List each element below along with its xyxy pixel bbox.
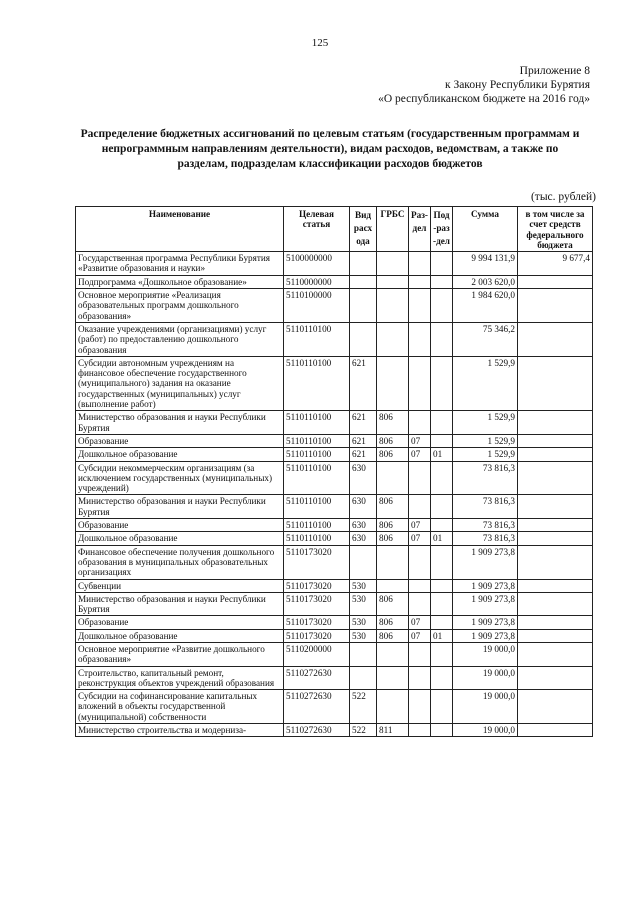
cell-section [409, 592, 431, 616]
cell-sum: 19 000,0 [453, 690, 518, 724]
cell-federal [518, 356, 593, 410]
cell-expense-type: 630 [350, 519, 377, 532]
cell-subsection [431, 545, 453, 579]
cell-grbs [377, 690, 409, 724]
cell-section [409, 690, 431, 724]
cell-subsection [431, 690, 453, 724]
cell-subsection [431, 642, 453, 666]
cell-grbs [377, 545, 409, 579]
page-number: 125 [311, 37, 329, 49]
cell-target: 5110173020 [284, 616, 350, 629]
cell-expense-type: 621 [350, 356, 377, 410]
cell-sum: 73 816,3 [453, 519, 518, 532]
cell-expense-type: 530 [350, 592, 377, 616]
appendix-line: к Закону Республики Бурятия [444, 79, 590, 91]
cell-subsection [431, 666, 453, 690]
cell-section: 07 [409, 434, 431, 447]
cell-grbs [377, 356, 409, 410]
cell-target: 5110110100 [284, 519, 350, 532]
table-header-row [76, 207, 593, 252]
cell-federal [518, 616, 593, 629]
units-label: (тыс. рублей) [530, 191, 596, 203]
cell-federal [518, 461, 593, 495]
cell-federal: 9 677,4 [518, 252, 593, 276]
cell-name: Основное мероприятие «Развитие дошкольного образования» [76, 642, 284, 666]
cell-subsection [431, 724, 453, 737]
cell-expense-type [350, 289, 377, 323]
cell-target: 5110272630 [284, 690, 350, 724]
cell-grbs [377, 666, 409, 690]
cell-expense-type [350, 545, 377, 579]
cell-federal [518, 690, 593, 724]
budget-table [75, 206, 593, 737]
cell-expense-type: 522 [350, 724, 377, 737]
cell-grbs [377, 579, 409, 592]
header-name: Наименование [76, 207, 284, 252]
table-row [76, 275, 593, 288]
cell-target: 5110110100 [284, 356, 350, 410]
cell-target: 5110272630 [284, 666, 350, 690]
table-row [76, 322, 593, 356]
document-title: Распределение бюджетных ассигнований по целевым статьям (государственным программам и непрограммным направлениям деятельности), видам расходов, ведомствам, а также по разделам, подразделам классификации расходов бюджетов [80, 128, 580, 170]
cell-expense-type: 621 [350, 448, 377, 461]
cell-name: Субсидии на софинансирование капитальных вложений в объекты государственной (муниципальной) собственности [76, 690, 284, 724]
cell-section [409, 356, 431, 410]
cell-sum: 73 816,3 [453, 495, 518, 519]
cell-section [409, 579, 431, 592]
table-row [76, 495, 593, 519]
appendix-line: «О республиканском бюджете на 2016 год» [378, 93, 590, 105]
cell-sum: 73 816,3 [453, 532, 518, 545]
cell-name: Образование [76, 519, 284, 532]
cell-target: 5110272630 [284, 724, 350, 737]
cell-sum: 1 529,9 [453, 434, 518, 447]
cell-target: 5110173020 [284, 629, 350, 642]
cell-section [409, 545, 431, 579]
cell-target: 5110000000 [284, 275, 350, 288]
header-federal: в том числе за счет средств федерального бюджета [518, 207, 593, 252]
cell-expense-type: 630 [350, 461, 377, 495]
cell-subsection [431, 356, 453, 410]
header-section: Раз-дел [409, 207, 431, 252]
cell-target: 5110110100 [284, 411, 350, 435]
cell-section [409, 411, 431, 435]
cell-subsection [431, 495, 453, 519]
cell-name: Дошкольное образование [76, 532, 284, 545]
cell-grbs [377, 275, 409, 288]
cell-sum: 1 529,9 [453, 356, 518, 410]
cell-grbs [377, 252, 409, 276]
cell-target: 5110110100 [284, 322, 350, 356]
cell-grbs: 811 [377, 724, 409, 737]
cell-subsection: 01 [431, 448, 453, 461]
cell-section [409, 724, 431, 737]
cell-name: Строительство, капитальный ремонт, реконструкция объектов учреждений образования [76, 666, 284, 690]
cell-grbs [377, 461, 409, 495]
table-row [76, 519, 593, 532]
cell-subsection [431, 616, 453, 629]
cell-federal [518, 289, 593, 323]
header-subsection: Под-раз-дел [431, 207, 453, 252]
table-row [76, 545, 593, 579]
cell-grbs: 806 [377, 519, 409, 532]
cell-expense-type [350, 322, 377, 356]
cell-grbs [377, 322, 409, 356]
cell-section [409, 461, 431, 495]
cell-federal [518, 579, 593, 592]
cell-expense-type: 630 [350, 532, 377, 545]
cell-section [409, 642, 431, 666]
table-row [76, 642, 593, 666]
cell-subsection [431, 275, 453, 288]
table-row [76, 356, 593, 410]
cell-grbs: 806 [377, 629, 409, 642]
cell-section: 07 [409, 616, 431, 629]
cell-target: 5110110100 [284, 448, 350, 461]
cell-target: 5110100000 [284, 289, 350, 323]
cell-grbs [377, 642, 409, 666]
cell-expense-type: 522 [350, 690, 377, 724]
header-sum: Сумма [453, 207, 518, 252]
cell-federal [518, 592, 593, 616]
table-row [76, 579, 593, 592]
cell-section: 07 [409, 448, 431, 461]
cell-expense-type [350, 275, 377, 288]
cell-name: Министерство образования и науки Республики Бурятия [76, 411, 284, 435]
cell-sum: 1 529,9 [453, 411, 518, 435]
cell-federal [518, 724, 593, 737]
cell-name: Министерство строительства и модерниза- [76, 724, 284, 737]
cell-expense-type: 530 [350, 616, 377, 629]
cell-expense-type: 630 [350, 495, 377, 519]
cell-expense-type: 530 [350, 629, 377, 642]
cell-target: 5110200000 [284, 642, 350, 666]
cell-section [409, 275, 431, 288]
cell-grbs: 806 [377, 448, 409, 461]
appendix-line: Приложение 8 [519, 65, 590, 77]
cell-grbs: 806 [377, 411, 409, 435]
cell-subsection [431, 252, 453, 276]
table-row [76, 411, 593, 435]
cell-grbs: 806 [377, 592, 409, 616]
table-row [76, 690, 593, 724]
cell-grbs: 806 [377, 434, 409, 447]
cell-sum: 1 909 273,8 [453, 545, 518, 579]
table-row [76, 724, 593, 737]
cell-target: 5110173020 [284, 579, 350, 592]
cell-sum: 1 909 273,8 [453, 592, 518, 616]
cell-grbs: 806 [377, 532, 409, 545]
cell-grbs: 806 [377, 616, 409, 629]
cell-target: 5110173020 [284, 592, 350, 616]
cell-subsection [431, 461, 453, 495]
cell-federal [518, 545, 593, 579]
cell-name: Оказание учреждениями (организациями) услуг (работ) по предоставлению дошкольного образования [76, 322, 284, 356]
cell-subsection [431, 289, 453, 323]
cell-sum: 1 909 273,8 [453, 579, 518, 592]
table-row [76, 666, 593, 690]
table-row [76, 461, 593, 495]
cell-name: Государственная программа Республики Бурятия «Развитие образования и науки» [76, 252, 284, 276]
cell-sum: 73 816,3 [453, 461, 518, 495]
cell-federal [518, 434, 593, 447]
cell-section [409, 289, 431, 323]
cell-federal [518, 629, 593, 642]
cell-federal [518, 666, 593, 690]
cell-name: Министерство образования и науки Республики Бурятия [76, 592, 284, 616]
header-grbs: ГРБС [377, 207, 409, 252]
cell-federal [518, 411, 593, 435]
cell-section: 07 [409, 629, 431, 642]
cell-target: 5100000000 [284, 252, 350, 276]
cell-grbs [377, 289, 409, 323]
table-row [76, 532, 593, 545]
table-row [76, 252, 593, 276]
cell-target: 5110110100 [284, 532, 350, 545]
cell-subsection [431, 434, 453, 447]
cell-federal [518, 275, 593, 288]
cell-expense-type [350, 252, 377, 276]
cell-grbs: 806 [377, 495, 409, 519]
cell-sum: 19 000,0 [453, 666, 518, 690]
cell-name: Субсидии некоммерческим организациям (за исключением государственных (муниципальных) учреждений) [76, 461, 284, 495]
cell-federal [518, 448, 593, 461]
cell-federal [518, 495, 593, 519]
cell-sum: 19 000,0 [453, 642, 518, 666]
cell-name: Субвенции [76, 579, 284, 592]
cell-name: Дошкольное образование [76, 448, 284, 461]
table-row [76, 289, 593, 323]
cell-federal [518, 642, 593, 666]
cell-subsection [431, 519, 453, 532]
cell-sum: 9 994 131,9 [453, 252, 518, 276]
cell-federal [518, 322, 593, 356]
cell-section [409, 666, 431, 690]
header-expense-type: Вид расхода [350, 207, 377, 252]
cell-name: Образование [76, 434, 284, 447]
cell-section [409, 322, 431, 356]
cell-name: Финансовое обеспечение получения дошкольного образования в муниципальных образовательных организациях [76, 545, 284, 579]
cell-subsection: 01 [431, 629, 453, 642]
appendix-caption [378, 64, 590, 106]
cell-expense-type: 621 [350, 411, 377, 435]
cell-section: 07 [409, 519, 431, 532]
cell-sum: 1 529,9 [453, 448, 518, 461]
header-target: Целевая статья [284, 207, 350, 252]
cell-sum: 2 003 620,0 [453, 275, 518, 288]
cell-sum: 75 346,2 [453, 322, 518, 356]
cell-expense-type [350, 666, 377, 690]
table-row [76, 434, 593, 447]
cell-target: 5110173020 [284, 545, 350, 579]
table-row [76, 592, 593, 616]
cell-subsection: 01 [431, 532, 453, 545]
cell-name: Основное мероприятие «Реализация образовательных программ дошкольного образования» [76, 289, 284, 323]
cell-subsection [431, 322, 453, 356]
cell-name: Субсидии автономным учреждениям на финансовое обеспечение государственного (муниципального) задания на оказание государственных (муниципальных) услуг (выполнение работ) [76, 356, 284, 410]
cell-federal [518, 519, 593, 532]
cell-section: 07 [409, 532, 431, 545]
cell-name: Дошкольное образование [76, 629, 284, 642]
cell-federal [518, 532, 593, 545]
cell-target: 5110110100 [284, 461, 350, 495]
cell-subsection [431, 411, 453, 435]
cell-name: Образование [76, 616, 284, 629]
cell-sum: 1 909 273,8 [453, 629, 518, 642]
cell-subsection [431, 579, 453, 592]
cell-name: Министерство образования и науки Республики Бурятия [76, 495, 284, 519]
cell-expense-type: 530 [350, 579, 377, 592]
cell-subsection [431, 592, 453, 616]
cell-sum: 1 984 620,0 [453, 289, 518, 323]
cell-target: 5110110100 [284, 434, 350, 447]
cell-section [409, 252, 431, 276]
cell-section [409, 495, 431, 519]
table-row [76, 448, 593, 461]
cell-name: Подпрограмма «Дошкольное образование» [76, 275, 284, 288]
cell-target: 5110110100 [284, 495, 350, 519]
table-row [76, 616, 593, 629]
cell-sum: 19 000,0 [453, 724, 518, 737]
table-row [76, 629, 593, 642]
cell-expense-type: 621 [350, 434, 377, 447]
cell-expense-type [350, 642, 377, 666]
cell-sum: 1 909 273,8 [453, 616, 518, 629]
